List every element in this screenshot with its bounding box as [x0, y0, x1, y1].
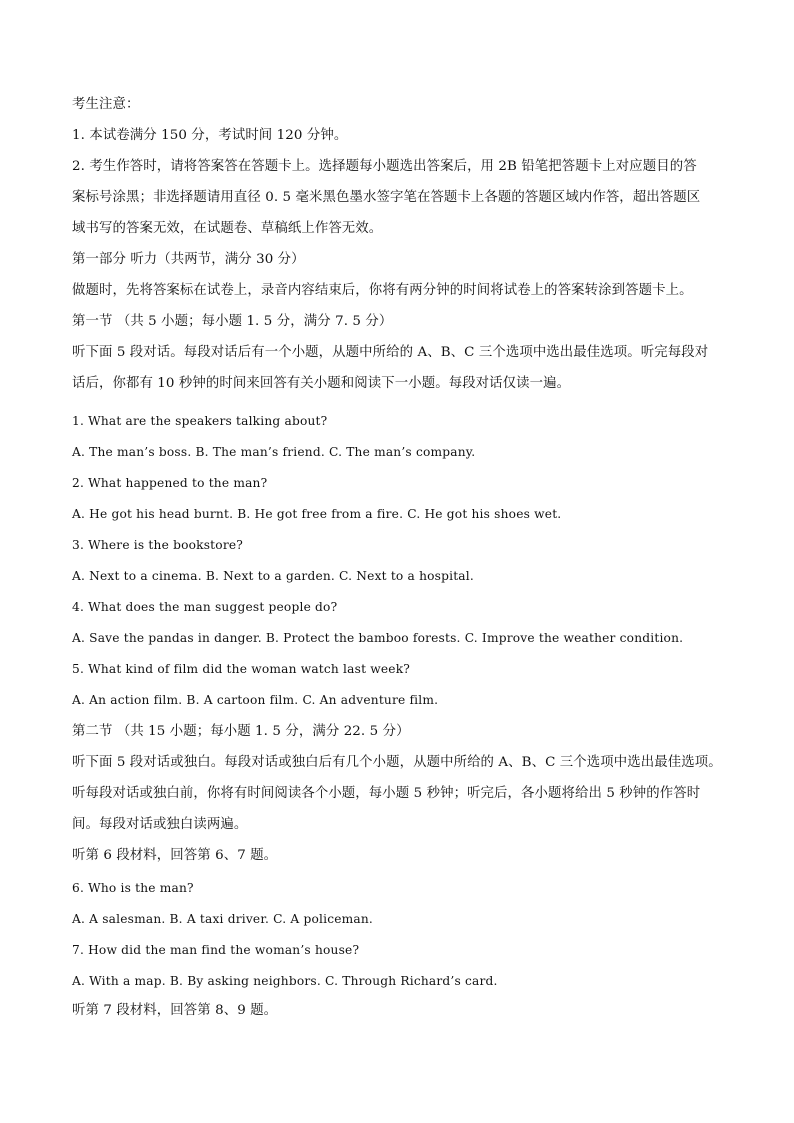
notice-item-2-line-3: 域书写的答案无效，在试题卷、草稿纸上作答无效。 [72, 221, 383, 236]
notice-item-2-line-2: 案标号涂黑；非选择题请用直径 0. 5 毫米黑色墨水签字笔在答题卡上各题的答题区域内作答，超出答题区 [72, 190, 701, 205]
material-6-heading: 听第 6 段材料，回答第 6、7 题。 [72, 848, 278, 863]
question-2-options: A. He got his head burnt. B. He got free from a fire. C. He got his shoes wet. [72, 507, 562, 521]
notice-item-2-line-1: 2. 考生作答时，请将答案答在答题卡上。选择题每小题选出答案后，用 2B 铅笔把答题卡上对应题目的答 [72, 159, 697, 174]
notice-heading: 考生注意： [72, 97, 140, 112]
notice-item-1: 1. 本试卷满分 150 分，考试时间 120 分钟。 [72, 128, 348, 143]
question-2: 2. What happened to the man? [72, 476, 268, 490]
question-5: 5. What kind of film did the woman watch last week? [72, 662, 411, 676]
section-2-title: 第二节 （共 15 小题；每小题 1. 5 分，满分 22. 5 分） [72, 724, 410, 739]
section-2-instruction-line-2: 听每段对话或独白前，你将有时间阅读各个小题，每小题 5 秒钟；听完后，各小题将给出 5 秒钟的作答时 [72, 786, 701, 801]
part-1-title: 第一部分 听力（共两节，满分 30 分） [72, 252, 305, 267]
section-1-instruction-line-2: 话后，你都有 10 秒钟的时间来回答有关小题和阅读下一小题。每段对话仅读一遍。 [72, 376, 571, 391]
section-2-instruction-line-3: 间。每段对话或独白读两遍。 [72, 817, 248, 832]
part-1-instruction: 做题时，先将答案标在试卷上，录音内容结束后，你将有两分钟的时间将试卷上的答案转涂到答题卡上。 [72, 283, 693, 298]
question-4-options: A. Save the pandas in danger. B. Protect the bamboo forests. C. Improve the weather condition. [72, 631, 684, 645]
material-7-heading: 听第 7 段材料，回答第 8、9 题。 [72, 1003, 278, 1018]
section-1-instruction-line-1: 听下面 5 段对话。每段对话后有一个小题，从题中所给的 A、B、C 三个选项中选出最佳选项。听完每段对 [72, 345, 709, 360]
question-5-options: A. An action film. B. A cartoon film. C. An adventure film. [72, 693, 439, 707]
question-1-options: A. The man’s boss. B. The man’s friend. C. The man’s company. [72, 445, 476, 459]
question-6-options: A. A salesman. B. A taxi driver. C. A policeman. [72, 912, 374, 926]
question-1: 1. What are the speakers talking about? [72, 414, 328, 428]
section-2-instruction-line-1: 听下面 5 段对话或独白。每段对话或独白后有几个小题，从题中所给的 A、B、C 三个选项中选出最佳选项。 [72, 755, 722, 770]
question-7: 7. How did the man find the woman’s house? [72, 943, 360, 957]
question-6: 6. Who is the man? [72, 881, 194, 895]
question-3: 3. Where is the bookstore? [72, 538, 243, 552]
question-7-options: A. With a map. B. By asking neighbors. C. Through Richard’s card. [72, 974, 498, 988]
question-3-options: A. Next to a cinema. B. Next to a garden. C. Next to a hospital. [72, 569, 474, 583]
section-1-title: 第一节 （共 5 小题；每小题 1. 5 分，满分 7. 5 分） [72, 314, 393, 329]
question-4: 4. What does the man suggest people do? [72, 600, 338, 614]
